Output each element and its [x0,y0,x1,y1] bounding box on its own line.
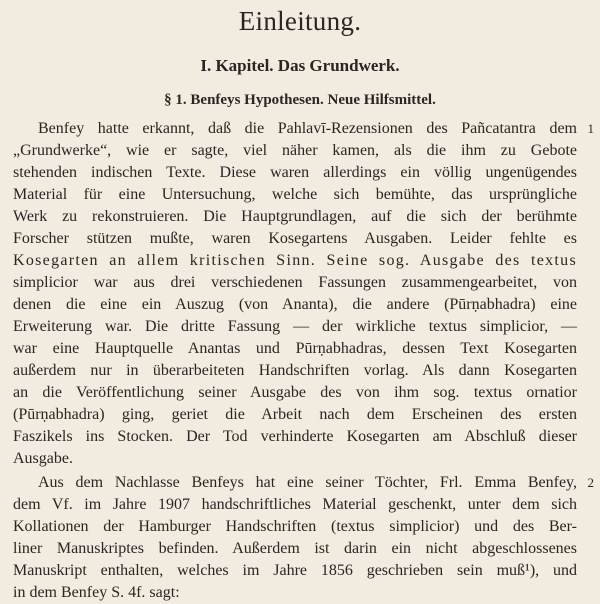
text-line: war eine Hauptquelle Anantas und Pūrṇabhadras, dessen Text Kosegarten [13,340,577,357]
text-line: Erweiterung war. Die dritte Fassung — der wirkliche textus simplicior, — [13,318,577,335]
page-title: Einleitung. [238,6,362,36]
chapter-heading: I. Kapitel. Das Grundwerk. [200,56,400,75]
text-line: in dem Benfey S. 4f. sagt: [13,584,180,601]
text-line: Manuskript enthalten, welches im Jahre 1856 geschrieben sein muß¹), und [13,562,577,579]
text-line: dem Vf. im Jahre 1907 handschriftliches Material geschenkt, unter dem sich [13,496,577,513]
text-line: Benfey hatte erkannt, daß die Pahlavī-Rezensionen des Pañcatantra dem [38,120,577,137]
text-line: Kosegarten an allem kritischen Sinn. Seine sog. Ausgabe des textus [13,252,577,269]
text-line: (Pūrṇabhadra) ging, geriet die Arbeit nach dem Erscheinen des ersten [13,406,577,423]
section-heading: § 1. Benfeys Hypothesen. Neue Hilfsmittel. [164,92,436,108]
text-line: Kollationen der Hamburger Handschriften (textus simplicior) und des Ber- [13,518,577,535]
text-line: Forscher stützen mußte, waren Kosegartens Ausgaben. Leider fehlte es [13,230,577,247]
text-line: simplicior war aus drei verschiedenen Fassungen zusammengearbeitet, von [13,274,577,291]
text-line: stehenden indischen Texte. Diese waren allerdings ein völlig ungenügendes [13,164,577,181]
text-line: außerdem nur in überarbeiteten Handschriften vorlag. Als dann Kosegarten [13,362,577,379]
text-line: Aus dem Nachlasse Benfeys hat eine seiner Töchter, Frl. Emma Benfey, [38,474,577,491]
text-line: Faszikels ins Stocken. Der Tod verhinderte Kosegarten am Abschluß dieser [13,428,577,445]
text-line: Ausgabe. [13,450,73,467]
margin-number: 1 [587,121,594,136]
text-line: Werk zu rekonstruieren. Die Hauptgrundlagen, auf die sich der berühmte [13,208,577,225]
text-line: Material für eine Untersuchung, welche sich bemühte, das ursprüngliche [13,186,577,203]
text-line: denen die eine ein Auszug (von Ananta), die andere (Pūrṇabhadra) eine [13,296,577,313]
text-line: „Grundwerke“, wie er sagte, viel näher kamen, als die ihm zu Gebote [13,142,577,159]
text-line: liner Manuskriptes befinden. Außerdem ist darin ein nicht abgeschlossenes [13,540,577,557]
text-line: an die Veröffentlichung seiner Ausgabe des von ihm sog. textus ornatior [13,384,577,401]
margin-number: 2 [587,475,594,490]
